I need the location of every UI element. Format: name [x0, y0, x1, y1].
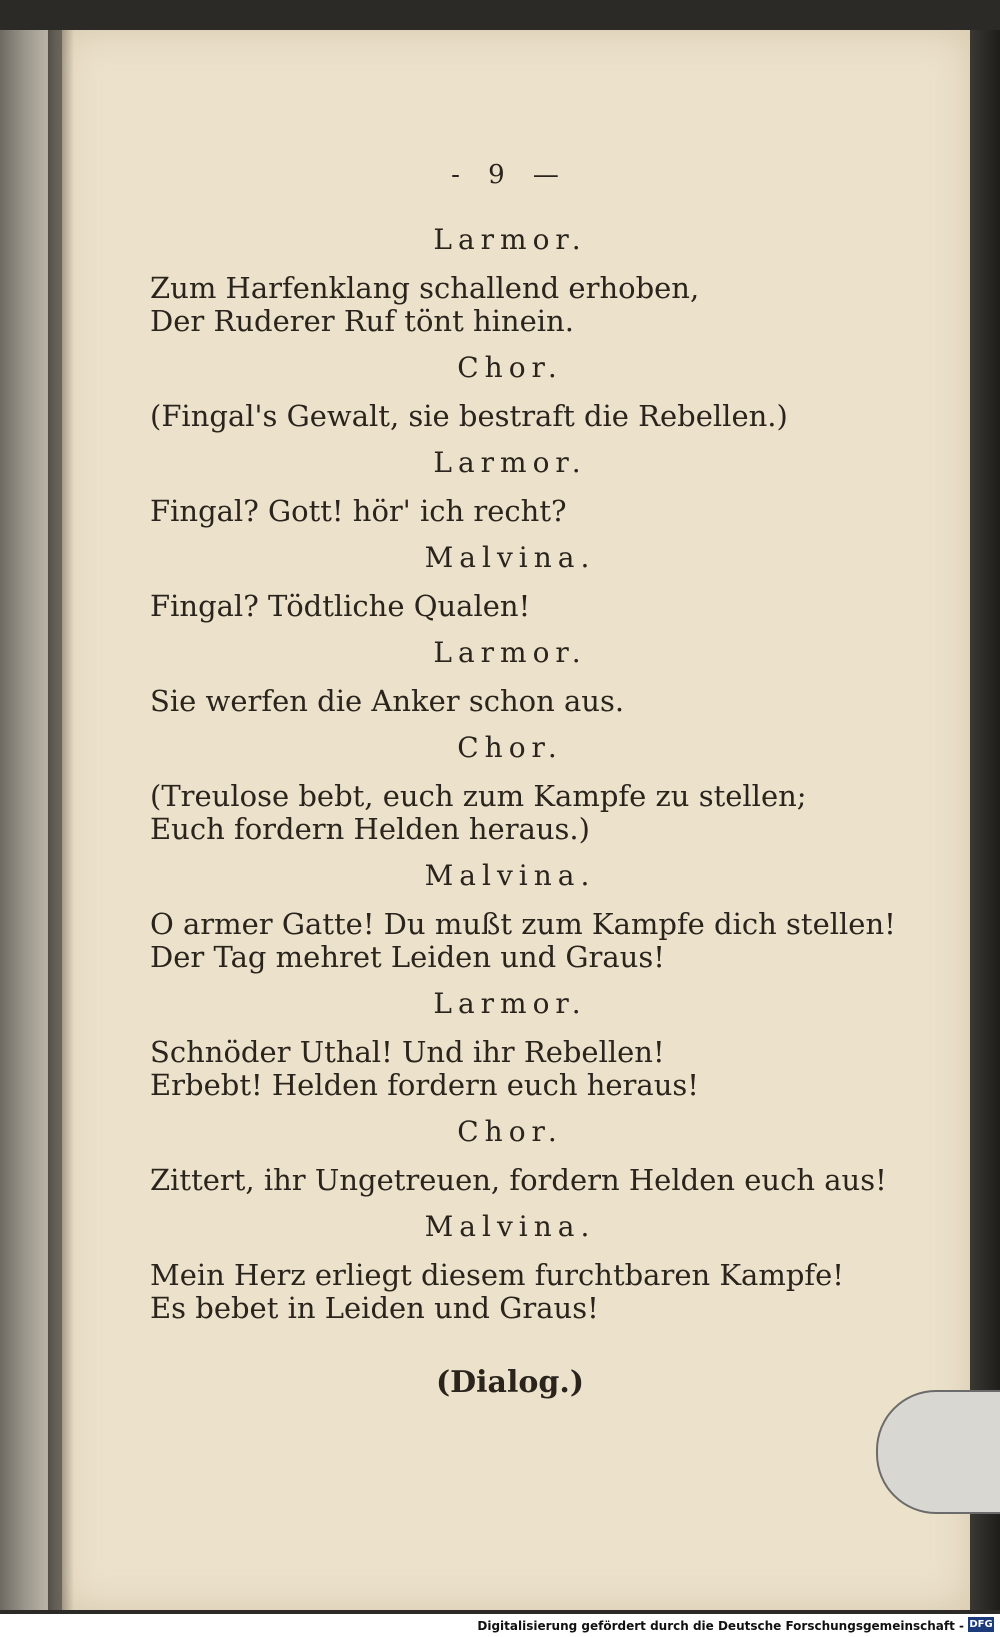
verse-lines	[150, 400, 870, 433]
verse-line: Der Ruderer Ruf tönt hinein.	[150, 304, 574, 338]
stage-direction: (Dialog.)	[435, 1365, 585, 1400]
verse-line: Fingal? Gott! hör' ich recht?	[150, 494, 567, 528]
verse-lines	[150, 780, 870, 846]
verse-lines	[150, 495, 870, 528]
verse-line: Erbebt! Helden fordern euch heraus!	[150, 1068, 699, 1102]
binding-shadow	[48, 30, 74, 1610]
verse-line: Euch fordern Helden heraus.)	[150, 812, 590, 846]
right-page-edge	[970, 30, 1000, 1610]
verse-lines	[150, 1259, 870, 1325]
verse-lines	[150, 1036, 870, 1102]
speaker-name: Larmor.	[433, 223, 587, 256]
page-content	[150, 160, 896, 1400]
verse-lines	[150, 272, 870, 338]
speaker-name: Malvina.	[424, 859, 596, 892]
verse-lines	[150, 907, 896, 974]
verse-line: Fingal? Tödtliche Qualen!	[150, 589, 531, 623]
verse-line: (Treulose bebt, euch zum Kampfe zu stellen;	[150, 779, 807, 813]
speaker-name: Chor.	[457, 351, 563, 384]
verse-lines	[150, 685, 870, 718]
speaker-name: Malvina.	[424, 1210, 596, 1243]
speaker-name: Larmor.	[433, 446, 587, 479]
speaker-name: Larmor.	[433, 987, 587, 1020]
speaker-name: Malvina.	[424, 541, 596, 574]
speaker-name: Chor.	[457, 1115, 563, 1148]
verse-line: Sie werfen die Anker schon aus.	[150, 684, 625, 718]
verse-line: Mein Herz erliegt diesem furchtbaren Kampfe!	[150, 1258, 844, 1292]
verse-line: Schnöder Uthal! Und ihr Rebellen!	[150, 1035, 665, 1069]
footer-credit: Digitalisierung gefördert durch die Deutsche Forschungsgemeinschaft -	[477, 1619, 964, 1633]
page-number: - 9 —	[451, 160, 569, 190]
verse-line: O armer Gatte! Du mußt zum Kampfe dich stellen!	[150, 907, 896, 941]
verse-line: Es bebet in Leiden und Graus!	[150, 1291, 599, 1325]
dfg-logo-icon: DFG	[969, 1619, 993, 1630]
verse-line: Der Tag mehret Leiden und Graus!	[150, 940, 665, 974]
speaker-name: Chor.	[457, 731, 563, 764]
verse-lines	[150, 1163, 887, 1197]
dialogue-blocks	[150, 223, 896, 1325]
verse-line: Zum Harfenklang schallend erhoben,	[150, 271, 700, 305]
speaker-name: Larmor.	[433, 636, 587, 669]
verse-line: (Fingal's Gewalt, sie bestraft die Rebellen.)	[150, 399, 788, 433]
verse-lines	[150, 590, 870, 623]
verse-line: Zittert, ihr Ungetreuen, fordern Helden euch aus!	[150, 1163, 887, 1197]
page-clip-tab	[876, 1390, 1000, 1514]
